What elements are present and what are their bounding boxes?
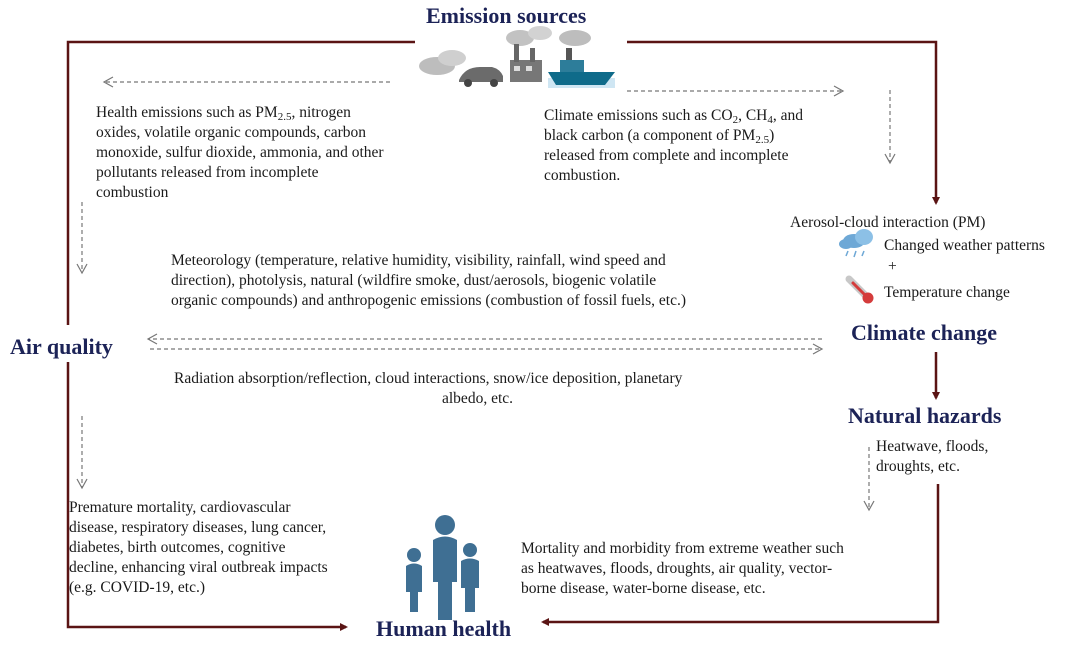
hazards-text: Heatwave, floods, droughts, etc. [876,438,989,475]
health-emissions-text: Health emissions such as $PM_{2.5}$, nitrogen oxides, volatile organic compounds, carbon monoxide, sulfur dioxide, ammonia, and other pollutants released from incomplete combustion [96,104,384,201]
radiation-text: Radiation absorption/reflection, cloud interactions, snow/ice deposition, planetary albedo, etc. [174,370,683,407]
meteorology-text: Meteorology (temperature, relative humidity, visibility, rainfall, wind speed and direction), photolysis, natural (wildfire smoke, dust/aerosols, biogenic volatile organic compounds) and anthropogenic emissions (combustion of fossil fuels, etc.) [171,252,686,309]
family-icon [406,515,479,620]
title-natural-hazards: Natural hazards [848,403,1002,428]
title-human-health: Human health [376,616,512,641]
climate-emissions-text: Climate emissions such as $CO_2$, $CH_4$, and black carbon (a component of $PM_{2.5}$) released from complete and incomplete combustion. [544,107,804,184]
thermometer-icon [849,279,874,304]
title-emission-sources: Emission sources [426,3,587,28]
emission-sources-icon [419,26,615,88]
aerosol-cloud-label: Aerosol-cloud interaction (PM) [790,214,986,231]
title-climate-change: Climate change [851,320,998,345]
plus-label: + [888,258,897,275]
title-air-quality: Air quality [10,334,113,359]
temperature-change-label: Temperature change [884,284,1010,301]
rain-cloud-icon [839,229,873,257]
health-outcomes-text: Premature mortality, cardiovascular disease, respiratory diseases, lung cancer, diabetes, birth outcomes, cognitive decline, enhancing viral outbreak impacts (e.g. COVID-19, etc.) [69,499,328,596]
weather-patterns-label: Changed weather patterns [884,237,1045,254]
extreme-weather-text: Mortality and morbidity from extreme weather such as heatwaves, floods, droughts, air quality, vector- borne disease, water-borne disease, etc. [521,540,844,597]
